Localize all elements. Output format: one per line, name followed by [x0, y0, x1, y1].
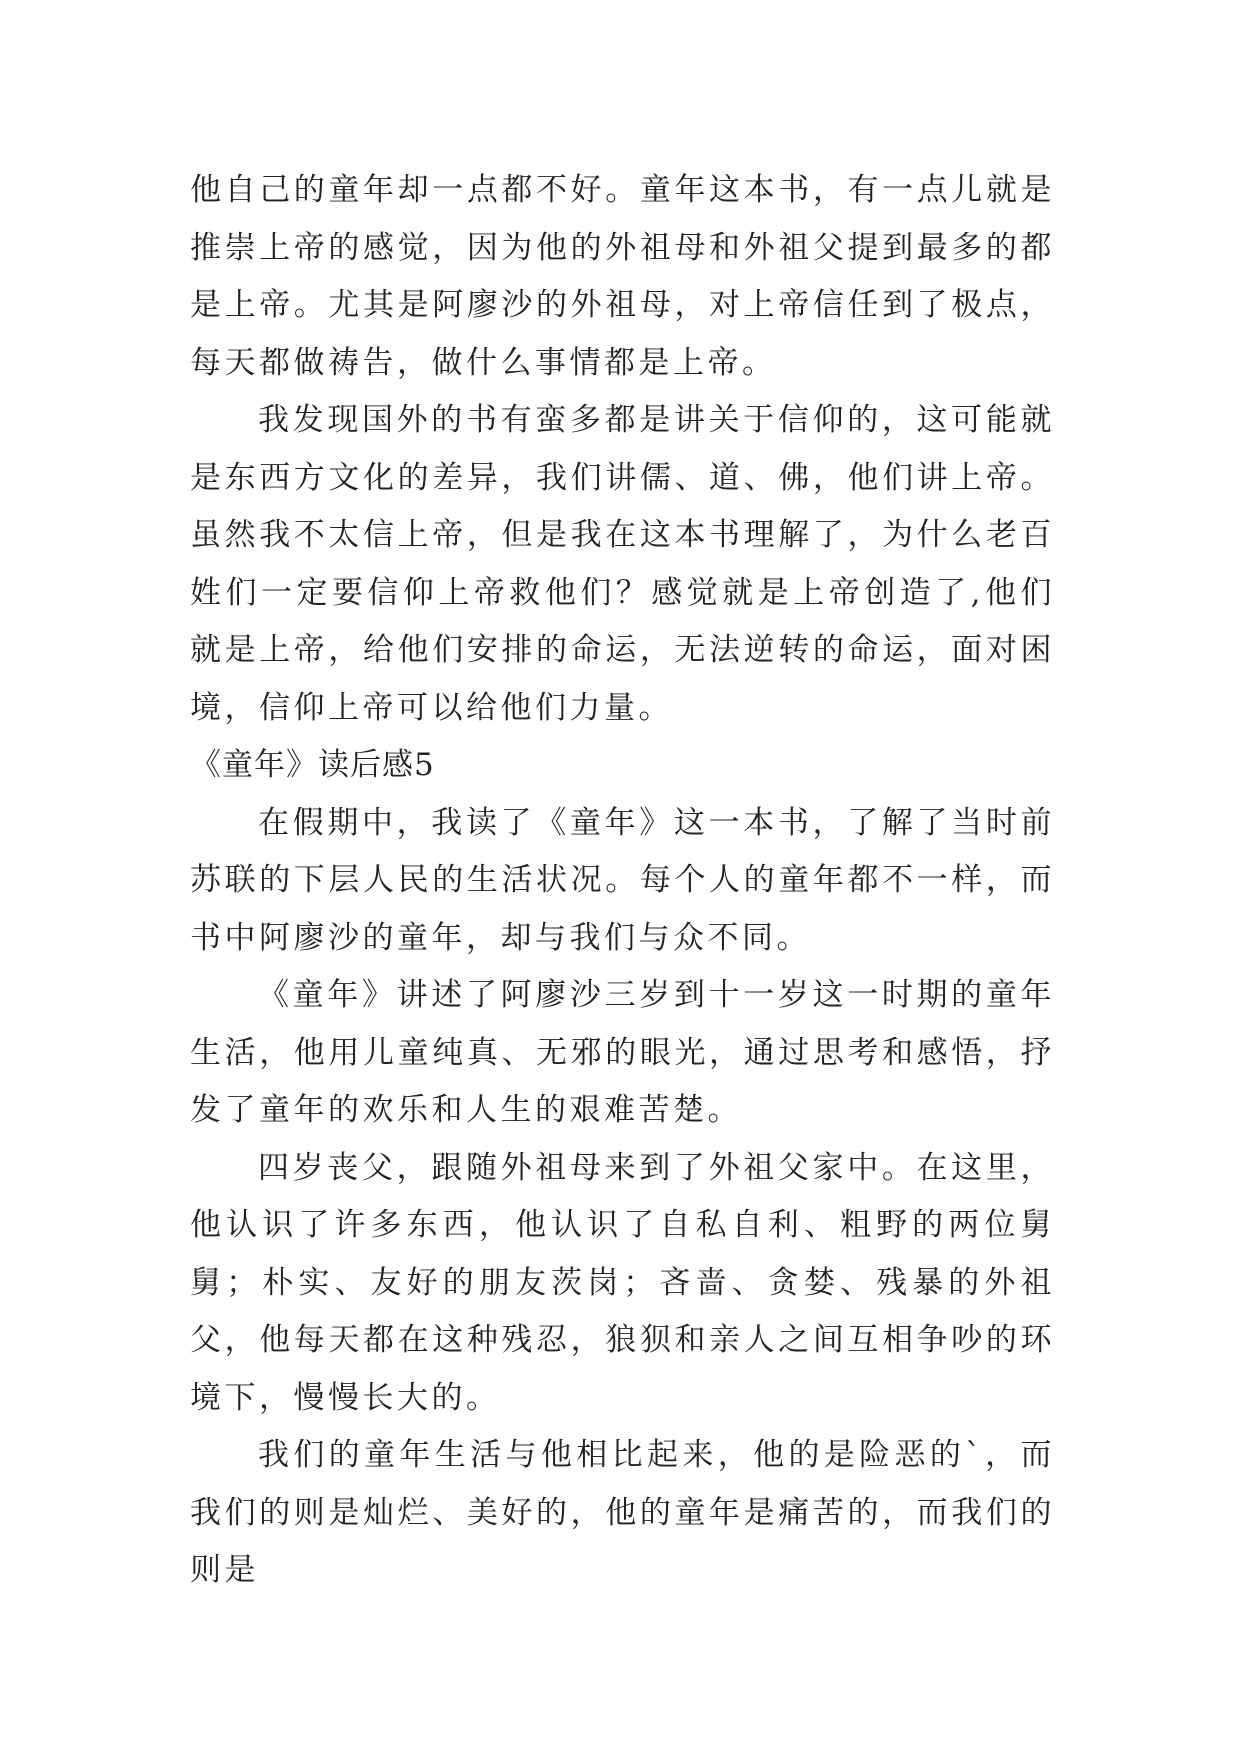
paragraph: 在假期中，我读了《童年》这一本书，了解了当时前苏联的下层人民的生活状况。每个人的童年都不一样，而书中阿廖沙的童年，却与我们与众不同。: [190, 804, 1055, 956]
paragraph: 四岁丧父，跟随外祖母来到了外祖父家中。在这里，他认识了许多东西，他认识了自私自利、粗野的两位舅舅；朴实、友好的朋友茨岗；吝啬、贪婪、残暴的外祖父，他每天都在这种残忍，狼狈和亲人之间互相争吵的环境下，慢慢长大的。: [190, 1149, 1055, 1416]
paragraph: 我们的童年生活与他相比起来，他的是险恶的`，而我们的则是灿烂、美好的，他的童年是痛苦的，而我们的则是: [190, 1437, 1055, 1588]
document-body: [190, 162, 1055, 1600]
paragraph: 他自己的童年却一点都不好。童年这本书，有一点儿就是推崇上帝的感觉，因为他的外祖母和外祖父提到最多的都是上帝。尤其是阿廖沙的外祖母，对上帝信任到了极点，每天都做祷告，做什么事情都是上帝。: [190, 172, 1055, 381]
section-heading: 《童年》读后感5: [190, 747, 435, 783]
paragraph: 我发现国外的书有蛮多都是讲关于信仰的，这可能就是东西方文化的差异，我们讲儒、道、佛，他们讲上帝。虽然我不太信上帝，但是我在这本书理解了，为什么老百姓们一定要信仰上帝救他们？感觉就是上帝创造了,他们就是上帝，给他们安排的命运，无法逆转的命运，面对困境，信仰上帝可以给他们力量。: [190, 402, 1055, 726]
paragraph: 《童年》讲述了阿廖沙三岁到十一岁这一时期的童年生活，他用儿童纯真、无邪的眼光，通过思考和感悟，抒发了童年的欢乐和人生的艰难苦楚。: [190, 977, 1055, 1128]
